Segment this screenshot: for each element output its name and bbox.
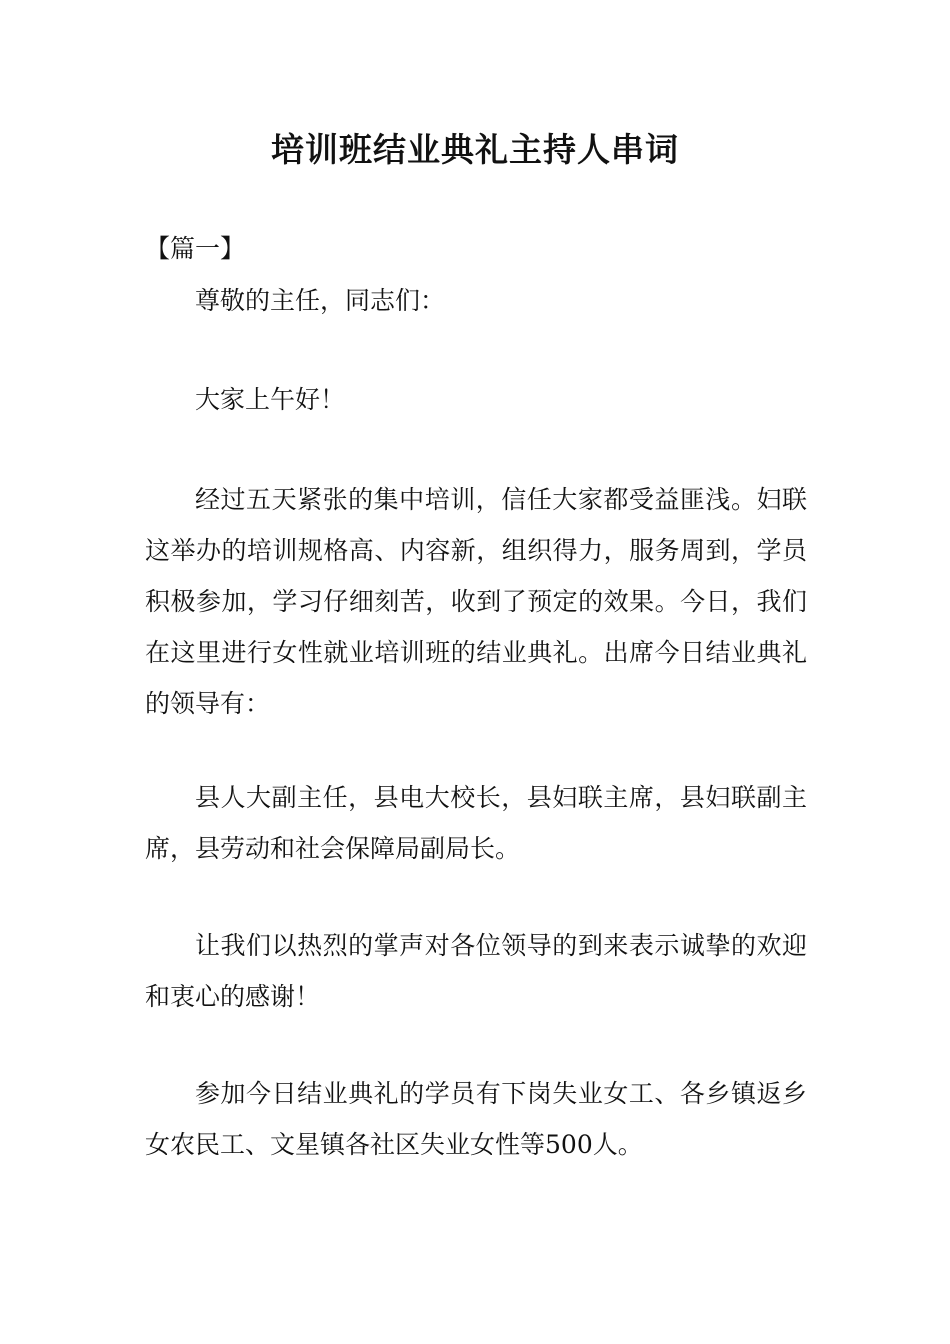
paragraph-welcome: 让我们以热烈的掌声对各位领导的到来表示诚挚的欢迎和衷心的感谢！ (145, 931, 807, 1011)
paragraph-participants: 参加今日结业典礼的学员有下岗失业女工、各乡镇返乡女农民工、文星镇各社区失业女性等500人。 (145, 1079, 807, 1159)
paragraph-introduction: 经过五天紧张的集中培训，信任大家都受益匪浅。妇联这举办的培训规格高、内容新，组织得力，服务周到，学员积极参加，学习仔细刻苦，收到了预定的效果。今日，我们在这里进行女性就业培训班的结业典礼。出席今日结业典礼的领导有： (145, 485, 807, 718)
document-title: 培训班结业典礼主持人串词 (271, 130, 679, 169)
section-label: 【篇一】 (145, 234, 246, 263)
paragraph-good-morning: 大家上午好！ (195, 385, 346, 414)
paragraph-leaders: 县人大副主任，县电大校长，县妇联主席，县妇联副主席，县劳动和社会保障局副局长。 (145, 783, 807, 863)
paragraph-greeting: 尊敬的主任，同志们： (195, 286, 446, 315)
